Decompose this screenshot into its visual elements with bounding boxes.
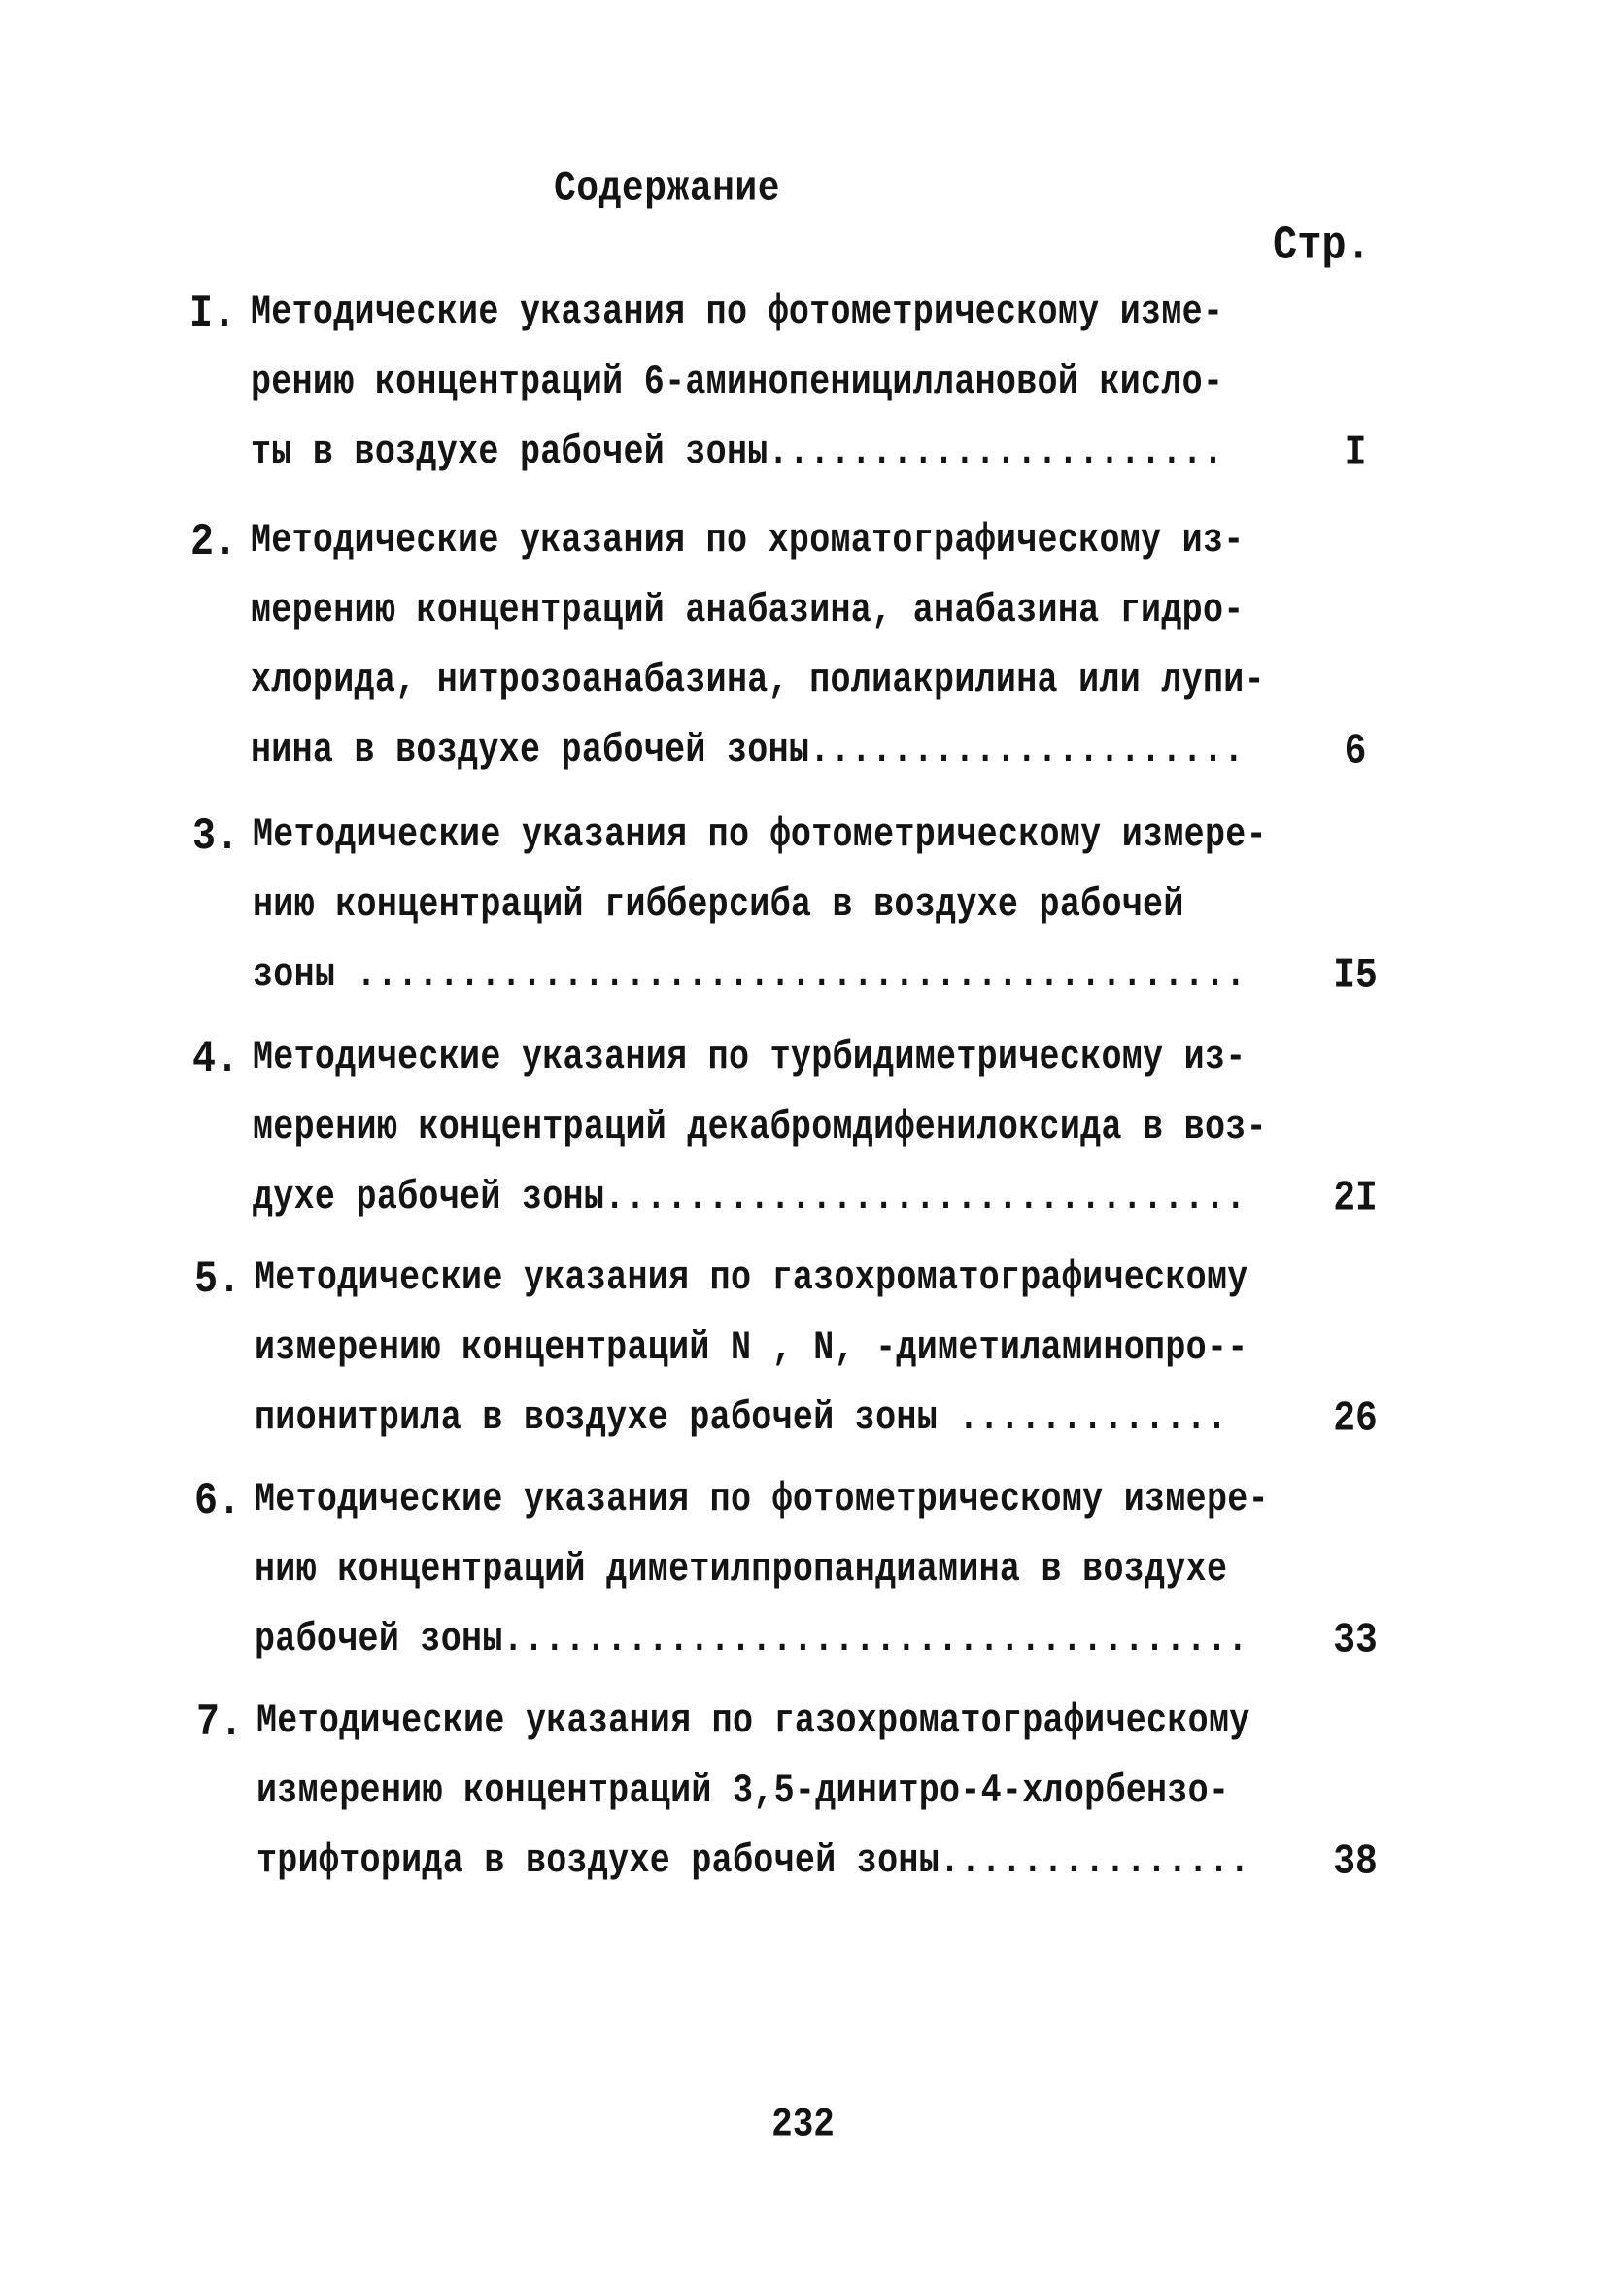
toc-entry-number: 3. (192, 812, 240, 863)
toc-entry-number: 4. (192, 1035, 240, 1085)
toc-entry-text-line: хлорида, нитрозоанабазина, полиакрилина или лупи- (251, 658, 1265, 704)
toc-entry-text-line: Методические указания по турбидиметрическому из- (253, 1035, 1247, 1081)
page-title: Содержание (554, 165, 781, 214)
toc-entry-text-line: измерению концентраций N , N, -диметиламинопро-- (255, 1325, 1248, 1372)
toc-entry-page: 26 (1333, 1395, 1378, 1444)
toc-entry-page: 2I (1333, 1175, 1378, 1223)
toc-entry-page: I5 (1333, 952, 1378, 1001)
toc-entry-number: 7. (196, 1698, 244, 1749)
toc-entry-text-line: Методические указания по хроматографическому из- (251, 518, 1245, 565)
toc-entry-text-line: ты в воздухе рабочей зоны...................... (251, 429, 1224, 476)
toc-entry-number: 2. (190, 518, 238, 568)
toc-entry-text-line: пионитрила в воздухе рабочей зоны ............. (255, 1395, 1228, 1442)
toc-entry-page: 6 (1344, 728, 1367, 776)
toc-entry-text-line: Методические указания по фотометрическому изме- (251, 290, 1224, 336)
toc-entry-text-line: мерению концентраций декабромдифенилоксида в воз- (253, 1105, 1267, 1151)
toc-entry-text-line: духе рабочей зоны............................... (253, 1175, 1247, 1221)
toc-entry-number: 5. (194, 1255, 242, 1306)
toc-entry-text-line: мерению концентраций анабазина, анабазина гидро- (251, 588, 1245, 634)
toc-entry-text-line: Методические указания по фотометрическому измере- (253, 812, 1267, 859)
toc-entry-text-line: рабочей зоны.................................... (255, 1617, 1248, 1663)
toc-entry-text-line: рению концентраций 6-аминопенициллановой кисло- (251, 360, 1224, 406)
toc-entry-text-line: измерению концентраций 3,5-динитро-4-хлорбензо- (256, 1768, 1230, 1815)
page-column-label: Стр. (1273, 219, 1371, 273)
toc-entry-text-line: трифторида в воздухе рабочей зоны............... (256, 1838, 1250, 1885)
page-number: 232 (771, 2102, 835, 2148)
toc-entry-text-line: Методические указания по газохроматографическому (256, 1698, 1250, 1745)
toc-entry-text-line: нина в воздухе рабочей зоны..................... (251, 728, 1245, 774)
toc-entry-page: 33 (1333, 1617, 1378, 1665)
toc-entry-text-line: Методические указания по фотометрическому измере- (255, 1477, 1269, 1524)
toc-entry-text-line: нию концентраций гибберсиба в воздухе рабочей (253, 882, 1184, 929)
toc-entry-page: 38 (1333, 1838, 1378, 1887)
toc-entry-text-line: нию концентраций диметилпропандиамина в воздухе (255, 1547, 1228, 1593)
toc-entry-text-line: зоны ........................................... (253, 952, 1247, 999)
toc-entry-text-line: Методические указания по газохроматографическому (255, 1255, 1248, 1302)
toc-entry-page: I (1344, 429, 1367, 478)
toc-entry-number: 6. (194, 1477, 242, 1527)
toc-entry-number: I. (189, 290, 237, 340)
